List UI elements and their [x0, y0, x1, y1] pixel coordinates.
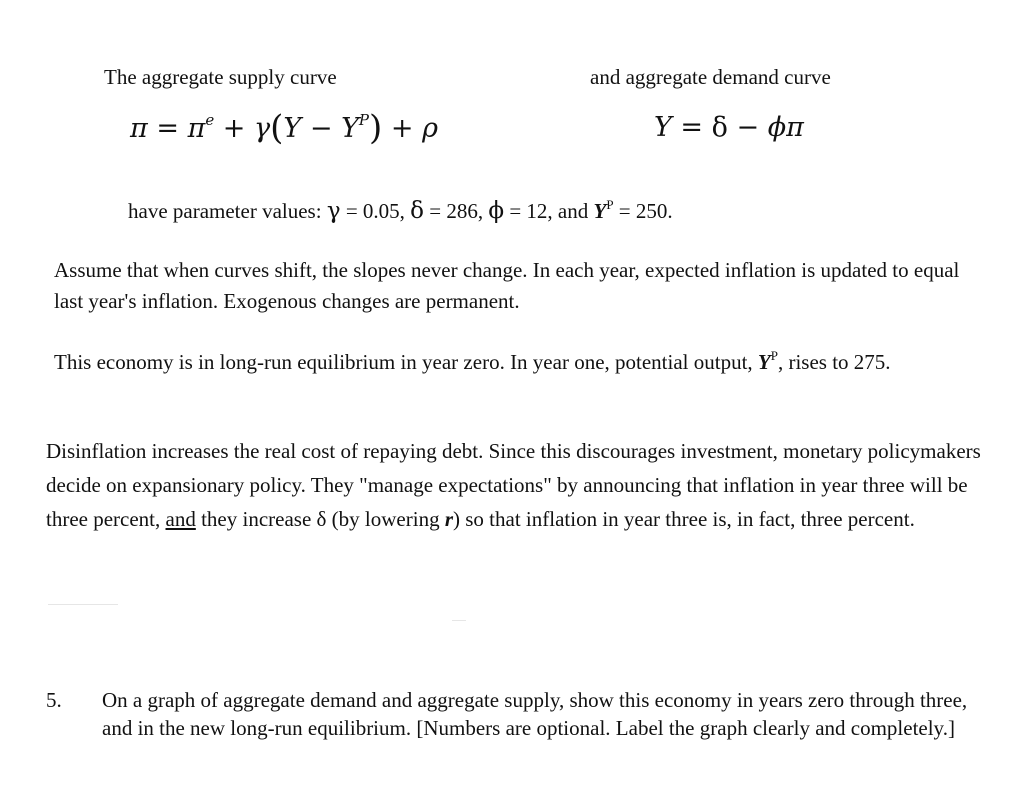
question-text: On a graph of aggregate demand and aggregate supply, show this economy in years zero through three, and in the new long-run equilibrium. [Numbers are optional. Label the graph clearly and completely.] — [102, 688, 968, 740]
scan-mark — [48, 604, 118, 605]
aggregate-demand-equation: Y = δ − ϕπ — [654, 112, 804, 143]
aggregate-supply-equation: $\pi = \pi^e + \gamma(Y - Y^P) + \rho$ — [130, 108, 438, 148]
assumption-paragraph: Assume that when curves shift, the slopes never change. In each year, expected inflation is updated to equal last year's inflation. Exogenous changes are permanent. — [54, 258, 960, 313]
economy-paragraph: This economy is in long-run equilibrium in year zero. In year one, potential output, $Y^P$, rises to 275. — [54, 348, 891, 374]
parameter-values: have parameter values: γ = 0.05, δ = 286, ϕ = 12, and $Y^P = 250$. — [128, 197, 673, 224]
scan-mark — [452, 620, 466, 621]
disinflation-paragraph: Disinflation increases the real cost of repaying debt. Since this discourages investment, monetary policymakers decide on expansionary policy. They "manage expectations" by announcing that inflation in year three will be three percent, and they increase δ (by lowering r) so that inflation in year three is, in fact, three percent. — [46, 439, 981, 531]
aggregate-supply-label: The aggregate supply curve — [104, 65, 337, 89]
question-number: 5. — [46, 688, 62, 712]
aggregate-demand-label: and aggregate demand curve — [590, 65, 831, 89]
